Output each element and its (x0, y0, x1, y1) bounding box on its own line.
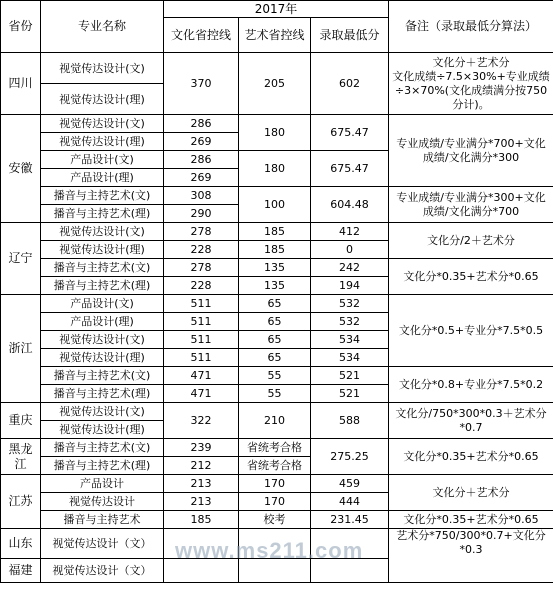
major-cell: 视觉传达设计(理) (41, 421, 164, 439)
culture-cell: 213 (164, 493, 239, 511)
major-cell: 播音与主持艺术(文) (41, 439, 164, 457)
art-cell: 65 (239, 331, 311, 349)
note-cell: 艺术分*750/300*0.7+文化分*0.3 (389, 529, 553, 583)
major-cell: 播音与主持艺术(理) (41, 205, 164, 223)
art-cell: 55 (239, 385, 311, 403)
major-cell: 视觉传达设计(文) (41, 53, 164, 84)
culture-cell: 290 (164, 205, 239, 223)
culture-cell: 212 (164, 457, 239, 475)
major-cell: 视觉传达设计 (41, 493, 164, 511)
culture-cell: 213 (164, 475, 239, 493)
header-art-line: 艺术省控线 (239, 18, 311, 53)
art-cell (239, 529, 311, 559)
note-cell: 文化分*0.35+艺术分*0.65 (389, 259, 553, 295)
art-cell: 135 (239, 277, 311, 295)
culture-cell (164, 559, 239, 583)
culture-cell: 278 (164, 259, 239, 277)
art-cell: 180 (239, 115, 311, 151)
note-cell: 文化分*0.35+艺术分*0.65 (389, 511, 553, 529)
note-cell: 文化分/2＋艺术分 (389, 223, 553, 259)
min-score-cell: 602 (311, 53, 389, 115)
art-cell: 180 (239, 151, 311, 187)
header-major: 专业名称 (41, 1, 164, 53)
major-cell: 产品设计(文) (41, 295, 164, 313)
major-cell: 播音与主持艺术(文) (41, 367, 164, 385)
note-cell: 文化分/750*300*0.3＋艺术分*0.7 (389, 403, 553, 439)
culture-cell: 511 (164, 295, 239, 313)
major-cell: 视觉传达设计（文） (41, 529, 164, 559)
art-cell: 185 (239, 223, 311, 241)
culture-cell: 370 (164, 53, 239, 115)
culture-cell: 511 (164, 313, 239, 331)
art-cell: 135 (239, 259, 311, 277)
province-cell: 四川 (1, 53, 41, 115)
note-cell: 专业成绩/专业满分*300+文化成绩/文化满分*700 (389, 187, 553, 223)
major-cell: 播音与主持艺术(文) (41, 187, 164, 205)
major-cell: 播音与主持艺术(理) (41, 277, 164, 295)
min-score-cell: 532 (311, 313, 389, 331)
header-note: 备注（录取最低分算法） (389, 1, 553, 53)
culture-cell: 269 (164, 133, 239, 151)
min-score-cell (311, 559, 389, 583)
culture-cell: 228 (164, 241, 239, 259)
province-cell: 安徽 (1, 115, 41, 223)
art-cell: 65 (239, 313, 311, 331)
art-cell: 省统考合格 (239, 457, 311, 475)
note-cell: 专业成绩/专业满分*700+文化成绩/文化满分*300 (389, 115, 553, 187)
art-cell: 170 (239, 475, 311, 493)
culture-cell: 322 (164, 403, 239, 439)
min-score-cell: 532 (311, 295, 389, 313)
min-score-cell: 444 (311, 493, 389, 511)
min-score-cell: 231.45 (311, 511, 389, 529)
header-culture-line: 文化省控线 (164, 18, 239, 53)
major-cell: 产品设计 (41, 475, 164, 493)
province-cell: 山东 (1, 529, 41, 559)
culture-cell: 185 (164, 511, 239, 529)
art-cell: 185 (239, 241, 311, 259)
major-cell: 视觉传达设计(文) (41, 403, 164, 421)
note-cell: 文化分＋艺术分 文化成绩÷7.5×30%+专业成绩÷3×70%(文化成绩满分按750分计)。 (389, 53, 553, 115)
min-score-cell: 534 (311, 331, 389, 349)
min-score-cell: 242 (311, 259, 389, 277)
watermark: www.ms211.com (175, 538, 364, 563)
province-cell: 福建 (1, 559, 41, 583)
art-cell: 省统考合格 (239, 439, 311, 457)
art-cell: 65 (239, 295, 311, 313)
min-score-cell: 194 (311, 277, 389, 295)
note-cell: 文化分*0.35+艺术分*0.65 (389, 439, 553, 475)
art-cell: 170 (239, 493, 311, 511)
province-cell: 黑龙江 (1, 439, 41, 475)
province-cell: 辽宁 (1, 223, 41, 295)
major-cell: 视觉传达设计(理) (41, 241, 164, 259)
min-score-cell: 588 (311, 403, 389, 439)
min-score-cell: 521 (311, 367, 389, 385)
min-score-cell: 0 (311, 241, 389, 259)
min-score-cell: 459 (311, 475, 389, 493)
culture-cell: 511 (164, 349, 239, 367)
min-score-cell: 604.48 (311, 187, 389, 223)
major-cell: 播音与主持艺术 (41, 511, 164, 529)
culture-cell: 269 (164, 169, 239, 187)
min-score-cell: 412 (311, 223, 389, 241)
major-cell: 视觉传达设计(文) (41, 223, 164, 241)
art-cell: 校考 (239, 511, 311, 529)
art-cell: 210 (239, 403, 311, 439)
culture-cell: 511 (164, 331, 239, 349)
min-score-cell: 521 (311, 385, 389, 403)
culture-cell: 286 (164, 115, 239, 133)
major-cell: 产品设计(理) (41, 313, 164, 331)
province-cell: 重庆 (1, 403, 41, 439)
min-score-cell: 675.47 (311, 115, 389, 151)
culture-cell: 228 (164, 277, 239, 295)
culture-cell: 308 (164, 187, 239, 205)
culture-cell: 471 (164, 385, 239, 403)
major-cell: 视觉传达设计(理) (41, 133, 164, 151)
note-cell: 文化分*0.8+专业分*7.5*0.2 (389, 367, 553, 403)
note-cell: 文化分*0.5+专业分*7.5*0.5 (389, 295, 553, 367)
major-cell: 播音与主持艺术(文) (41, 259, 164, 277)
art-cell: 55 (239, 367, 311, 385)
header-province: 省份 (1, 1, 41, 53)
art-cell (239, 559, 311, 583)
note-cell: 文化分＋艺术分 (389, 475, 553, 511)
min-score-cell: 275.25 (311, 439, 389, 475)
major-cell: 视觉传达设计(理) (41, 349, 164, 367)
header-min-score: 录取最低分 (311, 18, 389, 53)
major-cell: 产品设计(理) (41, 169, 164, 187)
culture-cell: 239 (164, 439, 239, 457)
art-cell: 65 (239, 349, 311, 367)
major-cell: 视觉传达设计（文） (41, 559, 164, 583)
header-year: 2017年 (164, 1, 389, 18)
min-score-cell: 534 (311, 349, 389, 367)
min-score-cell (311, 529, 389, 559)
culture-cell (164, 529, 239, 559)
min-score-cell: 675.47 (311, 151, 389, 187)
province-cell: 江苏 (1, 475, 41, 529)
province-cell: 浙江 (1, 295, 41, 403)
major-cell: 播音与主持艺术(理) (41, 385, 164, 403)
major-cell: 产品设计(文) (41, 151, 164, 169)
culture-cell: 471 (164, 367, 239, 385)
culture-cell: 286 (164, 151, 239, 169)
art-cell: 205 (239, 53, 311, 115)
major-cell: 视觉传达设计(理) (41, 84, 164, 115)
art-cell: 100 (239, 187, 311, 223)
major-cell: 播音与主持艺术(理) (41, 457, 164, 475)
major-cell: 视觉传达设计(文) (41, 331, 164, 349)
culture-cell: 278 (164, 223, 239, 241)
major-cell: 视觉传达设计(文) (41, 115, 164, 133)
